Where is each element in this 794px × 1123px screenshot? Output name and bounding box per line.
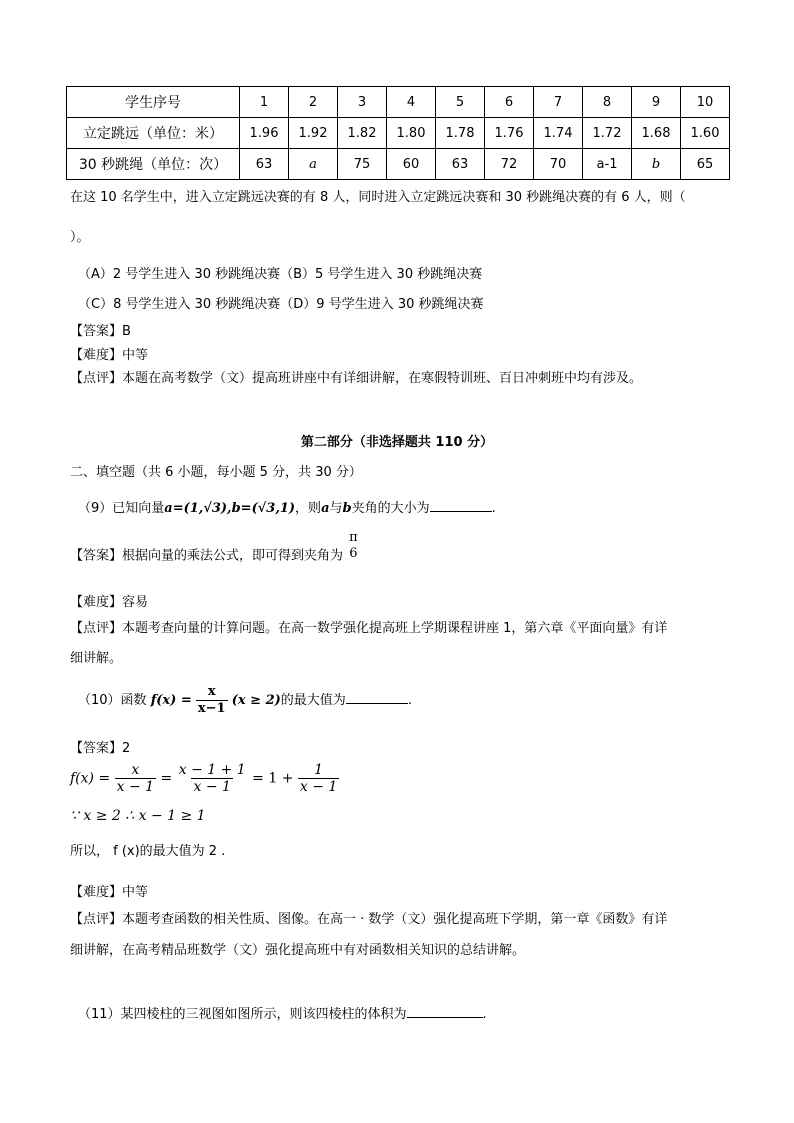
q10-answer: 【答案】2 — [70, 741, 131, 756]
table-cell: 10 — [681, 87, 730, 118]
q8-comment: 【点评】本题在高考数学（文）提高班讲座中有详细讲解，在寒假特训班、百日冲刺班中均有涉及。 — [70, 371, 643, 386]
q10-suffix: 的最大值为 — [280, 693, 346, 708]
table-cell: 3 — [338, 87, 387, 118]
q10-end: . — [407, 693, 412, 708]
table-cell: 1.96 — [240, 118, 289, 149]
q10-because: ∵ x ≥ 2 ∴ x − 1 ≥ 1 — [70, 808, 206, 824]
row-header: 学生序号 — [67, 87, 240, 118]
table-row — [67, 118, 730, 149]
table-cell: 6 — [485, 87, 534, 118]
section-heading: 二、填空题（共 6 小题，每小题 5 分，共 30 分） — [70, 465, 362, 480]
table-cell: b — [632, 149, 681, 180]
table-cell: 63 — [240, 149, 289, 180]
table-cell: 7 — [534, 87, 583, 118]
q8-options-ab: （A）2 号学生进入 30 秒跳绳决赛（B）5 号学生进入 30 秒跳绳决赛 — [78, 267, 483, 282]
q10-condition: (x ≥ 2) — [231, 693, 281, 708]
table-cell: 1.80 — [387, 118, 436, 149]
q9-vector-b: b=(√3,1) — [231, 501, 296, 516]
part2-title: 第二部分（非选择题共 110 分） — [300, 435, 494, 450]
table-cell: 1.92 — [289, 118, 338, 149]
q9-b: b — [342, 501, 352, 516]
q9-end: . — [491, 501, 496, 516]
q9-middle: ，则 — [295, 501, 322, 516]
table-cell: 60 — [387, 149, 436, 180]
q10-f: f(x) = — [150, 693, 192, 708]
q8-answer: 【答案】B — [70, 324, 131, 339]
table-cell: 70 — [534, 149, 583, 180]
table-cell: 65 — [681, 149, 730, 180]
q9-comment-line2: 细讲解。 — [70, 651, 123, 666]
q10-solution: f(x) = $\frac{x}{x - 1}$ = $\frac{x - 1 + 1}{x - 1}$ = 1 + $\frac{1}{x - 1}$ — [70, 762, 338, 795]
q9-suffix: 夹角的大小为 — [351, 501, 430, 516]
q9-prefix: （9）已知向量 — [78, 501, 165, 516]
q10-fraction: $\frac{x}{x-1}$ — [197, 684, 226, 716]
table-row — [67, 87, 730, 118]
pi-over-6: π 6 — [349, 530, 358, 561]
q9-answer — [70, 530, 360, 572]
q9-with: 与 — [329, 501, 343, 516]
q8-options-cd: （C）8 号学生进入 30 秒跳绳决赛（D）9 号学生进入 30 秒跳绳决赛 — [78, 297, 484, 312]
table-cell: 4 — [387, 87, 436, 118]
q8-difficulty: 【难度】中等 — [70, 348, 149, 363]
table-cell: a-1 — [583, 149, 632, 180]
q10-difficulty: 【难度】中等 — [70, 885, 149, 900]
table-row — [67, 149, 730, 180]
row-header: 30 秒跳绳（单位：次） — [67, 149, 240, 180]
table-cell: 75 — [338, 149, 387, 180]
q11-stem: （11）某四棱柱的三视图如图所示，则该四棱柱的体积为 . — [78, 1007, 487, 1022]
q9-answer-text: 【答案】根据向量的乘法公式，即可得到夹角为 — [70, 548, 344, 564]
table-cell: 1.76 — [485, 118, 534, 149]
table-cell: 1.82 — [338, 118, 387, 149]
q10-comment-line2: 细讲解，在高考精品班数学（文）强化提高班中有对函数相关知识的总结讲解。 — [70, 943, 526, 958]
q9-a: a — [321, 501, 330, 516]
table-cell: 2 — [289, 87, 338, 118]
q9-difficulty: 【难度】容易 — [70, 595, 149, 610]
table-cell: 8 — [583, 87, 632, 118]
table-cell: a — [289, 149, 338, 180]
q10-comment-line1: 【点评】本题考查函数的相关性质、图像。在高一 · 数学（文）强化提高班下学期，第一章《函数》有详 — [70, 912, 668, 927]
table-cell: 63 — [436, 149, 485, 180]
q8-stem-line2: ）。 — [70, 230, 90, 245]
row-header: 立定跳远（单位：米） — [67, 118, 240, 149]
q9-comment-line1: 【点评】本题考查向量的计算问题。在高一数学强化提高班上学期课程讲座 1，第六章《平面向量》有详 — [70, 621, 668, 636]
table-cell: 1 — [240, 87, 289, 118]
table-cell: 1.60 — [681, 118, 730, 149]
table-cell: 72 — [485, 149, 534, 180]
table-cell: 5 — [436, 87, 485, 118]
table-cell: 1.72 — [583, 118, 632, 149]
q9-answer-blank — [430, 510, 492, 512]
q10-answer-blank — [346, 702, 408, 704]
q10-conclusion: 所以， f (x)的最大值为 2 . — [70, 844, 226, 859]
q10-prefix: （10）函数 — [78, 693, 147, 708]
q10-stem — [78, 684, 412, 717]
q9-vector-a: a=(1,√3), — [164, 501, 232, 516]
table-cell: 1.68 — [632, 118, 681, 149]
q8-stem-line1: 在这 10 名学生中，进入立定跳远决赛的有 8 人，同时进入立定跳远决赛和 30 秒跳绳决赛的有 6 人，则（ — [70, 190, 686, 205]
q9-stem — [78, 497, 496, 516]
scores-table — [66, 86, 730, 180]
table-cell: 9 — [632, 87, 681, 118]
q11-answer-blank — [407, 1016, 483, 1018]
table-cell: 1.78 — [436, 118, 485, 149]
table-cell: 1.74 — [534, 118, 583, 149]
